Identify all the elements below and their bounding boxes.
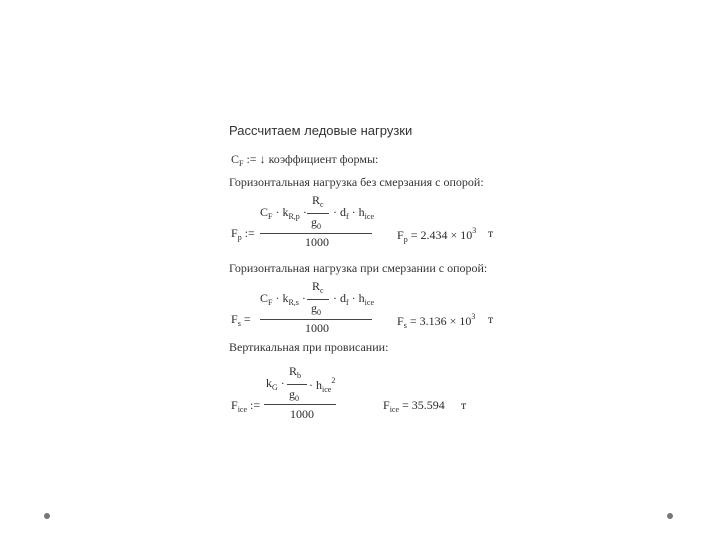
section-horizontal-freeze: Горизонтальная нагрузка при смерзании с опорой: (229, 261, 488, 275)
f1-numerator-left: $C_F \cdot k_{R,p}$ · (260, 205, 307, 221)
f1-main-fraction-line (260, 233, 372, 234)
f3-numerator-left: $k_G$ · (266, 376, 285, 392)
f1-g-denominator: $g_0$ (311, 215, 321, 231)
f2-g-denominator: $g_0$ (311, 301, 321, 317)
f2-result: $F_s = 3.136 \times 10^3$ (397, 312, 476, 330)
f3-inner-fraction-line (287, 384, 307, 385)
shape-coef-symbol: $C_F$ (231, 152, 244, 168)
f1-R-numerator: $R_c$ (312, 193, 324, 209)
f1-denominator: 1000 (305, 235, 329, 249)
f3-unit: т (461, 398, 467, 412)
section-horizontal-no-freeze: Горизонтальная нагрузка без смерзания с опорой: (229, 175, 484, 189)
page-heading: Рассчитаем ледовые нагрузки (229, 123, 413, 138)
section-vertical: Вертикальная при провисании: (229, 340, 389, 354)
f1-unit: т (488, 226, 494, 240)
shape-coefficient-line (231, 152, 378, 168)
f2-lhs: $F_s$ = (231, 312, 251, 328)
f1-numerator-right: · $d_f \cdot h_{ice}$ (333, 205, 374, 221)
shape-coef-arrow: ↓ (259, 152, 266, 166)
f3-denominator: 1000 (290, 407, 314, 421)
bottom-right-dot-marker (667, 513, 673, 519)
shape-coef-assign: := (246, 152, 257, 166)
f3-R-numerator: $R_b$ (289, 364, 302, 380)
f2-numerator-right: · $d_f \cdot h_{ice}$ (333, 291, 374, 307)
f2-inner-fraction-line (307, 299, 329, 300)
f2-main-fraction-line (260, 319, 372, 320)
f1-lhs: $F_p$ := (231, 226, 255, 242)
f3-g-denominator: $g_0$ (289, 387, 299, 403)
f1-result: $F_p = 2.434 \times 10^3$ (397, 226, 477, 244)
f2-numerator-left: $C_F \cdot k_{R,s}$ · (260, 291, 306, 307)
f3-numerator-right: · $h_{ice}^2$ (309, 376, 336, 394)
f1-inner-fraction-line (307, 213, 329, 214)
f2-denominator: 1000 (305, 321, 329, 335)
f3-lhs: $F_{ice}$ := (231, 398, 261, 414)
f2-R-numerator: $R_c$ (312, 279, 324, 295)
f3-result: $F_{ice} = 35.594$ (383, 398, 445, 414)
shape-coef-description: коэффициент формы: (268, 152, 379, 166)
f2-unit: т (488, 312, 494, 326)
bottom-left-dot-marker (44, 513, 50, 519)
f3-main-fraction-line (264, 404, 336, 405)
